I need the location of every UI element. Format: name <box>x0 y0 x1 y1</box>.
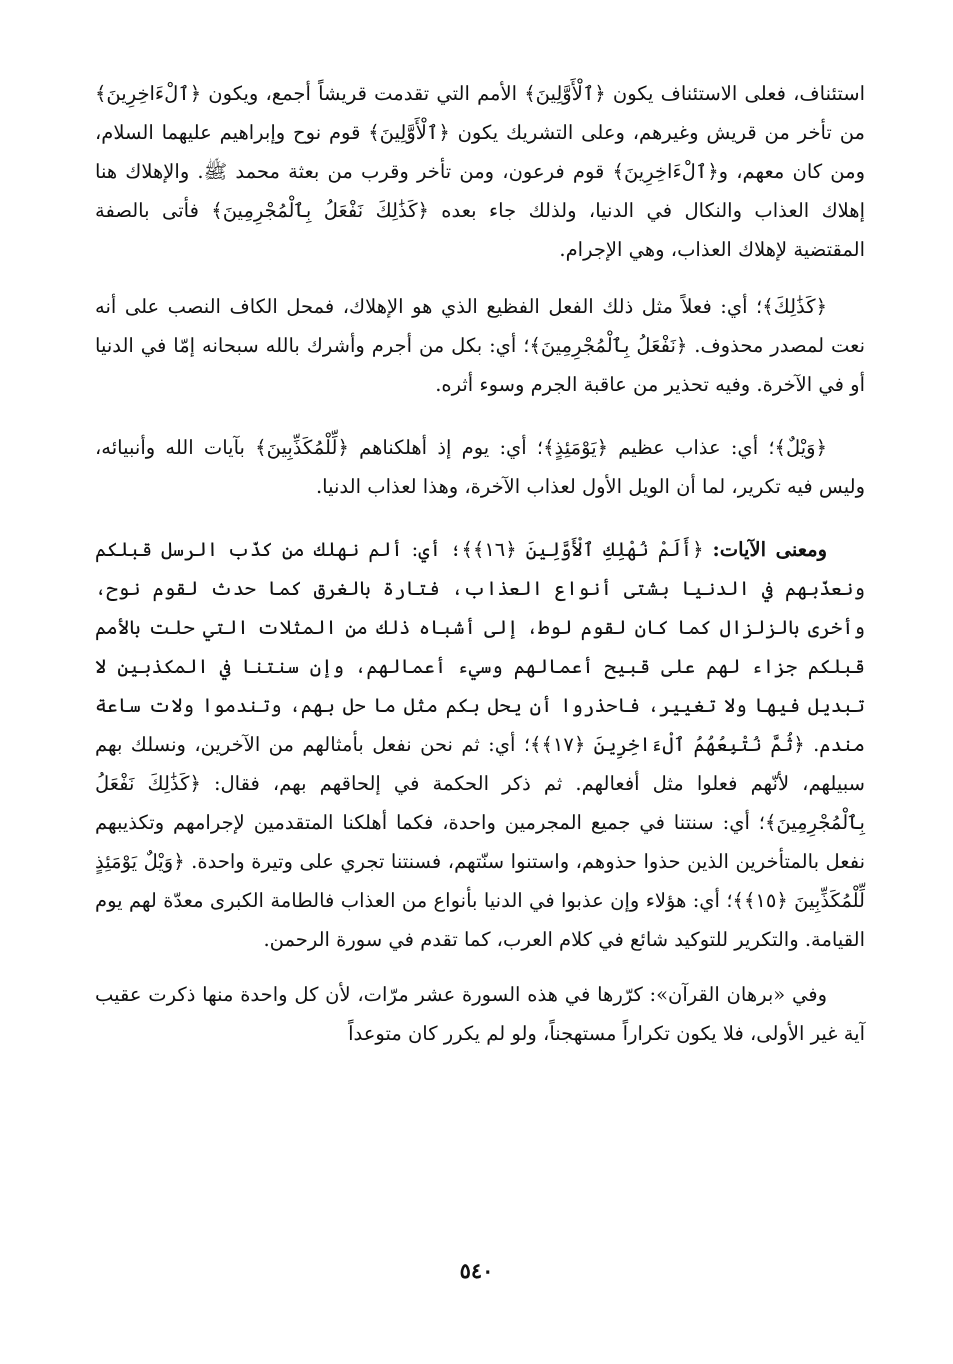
paragraph-4 <box>95 530 865 959</box>
paragraph-4-text: ﴿أَلَمْ نُهْلِكِ ٱلْأَوَّلِينَ ﴿١٦﴾﴾؛ أي: ألم نهلك من كذّب الرسل قبلكم ونعذّبهم في الدنيا بشتى أنواع العذاب، فتارة بالغرق كما حدث لقوم نوح، وأخرى بالزلزال كما كان لقوم لوط، إلى أشباه ذلك من المثلات التي حلت بالأمم قبلكم جزاء لهم على قبيح أعمالهم وسيء أعمالهم، وإن سنتنا في المكذبين لا تبديل فيها ولا تغيير، فاحذروا أن يحل بكم مثل ما حل بهم، وتندموا ولات ساعة مندم. ﴿ثُمَّ نُتْبِعُهُمُ ٱلْءَاخِرِينَ ﴿١٧﴾﴾؛ أي: ثم نحن نفعل بأمثالهم من الآخرين، ونسلك بهم سبيلهم، لأنّهم فعلوا مثل أفعالهم. ثم ذكر الحكمة في إلحاقهم بهم، فقال: ﴿كَذَٰلِكَ نَفْعَلُ بِٱلْمُجْرِمِينَ﴾؛ أي: سنتنا في جميع المجرمين واحدة، فكما أهلكنا المتقدمين لإجرامهم وتكذيبهم نفعل بالمتأخرين الذين حذوا حذوهم، واستنوا سنّتهم، فسنتنا تجري على وتيرة واحدة. ﴿وَيْلٌ يَوْمَئِذٍ لِّلْمُكَذِّبِينَ ﴿١٥﴾﴾؛ أي: هؤلاء وإن عذبوا في الدنيا بأنواع من العذاب فالطامة الكبرى معدّة لهم يوم القيامة. والتكرير للتوكيد شائع في كلام العرب، كما تقدم في سورة الرحمن. <box>95 538 865 951</box>
paragraph-5 <box>95 975 865 1053</box>
paragraph-2-text: ﴿كَذَٰلِكَ﴾؛ أي: فعلاً مثل ذلك الفعل الفظيع الذي هو الإهلاك، فمحل الكاف النصب على أنه نعت لمصدر محذوف. ﴿نَفْعَلُ بِٱلْمُجْرِمِينَ﴾؛ أي: بكل من أجرم وأشرك بالله سبحانه إمّا في الدنيا أو في الآخرة. وفيه تحذير من عاقبة الجرم وسوء أثره. <box>95 295 865 396</box>
page-body <box>95 74 865 1053</box>
section-heading-meaning: ومعنى الآيات: <box>712 538 827 561</box>
paragraph-3-text: ﴿وَيْلٌ﴾؛ أي: عذاب عظيم ﴿يَوْمَئِذٍ﴾؛ أي: يوم إذ أهلكناهم ﴿لِّلْمُكَذِّبِينَ﴾ بآيات الله وأنبيائه، وليس فيه تكرير، لما أن الويل الأول لعذاب الآخرة، وهذا لعذاب الدنيا. <box>95 436 865 498</box>
page-number: ٥٤٠ <box>459 1258 494 1283</box>
paragraph-2 <box>95 287 865 404</box>
paragraph-3 <box>95 428 865 506</box>
paragraph-1-text: استئناف، فعلى الاستئناف يكون ﴿ٱلْأَوَّلِينَ﴾ الأمم التي تقدمت قريشاً أجمع، ويكون ﴿ٱلْءَاخِرِينَ﴾ من تأخر من قريش وغيرهم، وعلى التشريك يكون ﴿ٱلْأَوَّلِينَ﴾ قوم نوح وإبراهيم عليهما السلام، ومن كان معهم، و﴿ٱلْءَاخِرِينَ﴾ قوم فرعون، ومن تأخر وقرب من بعثة محمد ﷺ. والإهلاك هنا إهلاك العذاب والنكال في الدنيا، ولذلك جاء بعده ﴿كَذَٰلِكَ نَفْعَلُ بِٱلْمُجْرِمِينَ﴾ فأتى بالصفة المقتضية لإهلاك العذاب، وهي الإجرام. <box>95 82 865 261</box>
paragraph-1 <box>95 74 865 269</box>
paragraph-5-text: وفي «برهان القرآن»: كرّرها في هذه السورة عشر مرّات، لأن كل واحدة منها ذكرت عقيب آية غير الأولى، فلا يكون تكراراً مستهجناً، ولو لم يكرر كان متوعداً <box>95 983 865 1045</box>
